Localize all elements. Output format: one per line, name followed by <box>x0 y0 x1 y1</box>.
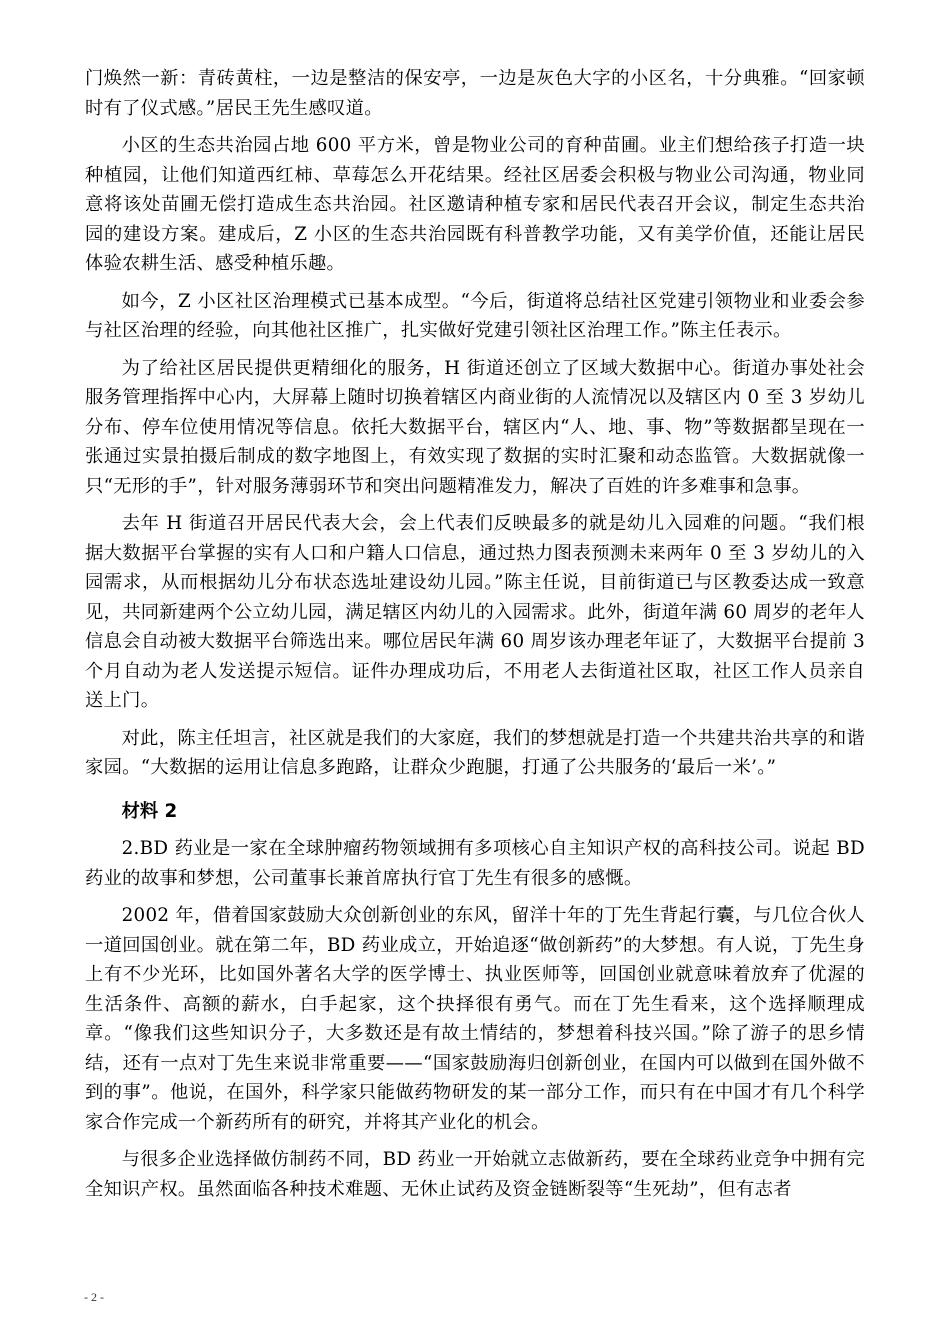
document-page <box>85 64 865 1212</box>
paragraph-9: 与很多企业选择做仿制药不同，BD 药业一开始就立志做新药，要在全球药业竞争中拥有完全知识产权。虽然面临各种技术难题、无休止试药及资金链断裂等“生死劫”，但有志者 <box>85 1149 865 1200</box>
paragraph-5: 去年 H 街道召开居民代表大会，会上代表们反映最多的就是幼儿入园难的问题。“我们根据大数据平台掌握的实有人口和户籍人口信息，通过热力图表预测未来两年 0 至 3 岁幼儿的入园需求，从而根据幼儿分布状态选址建设幼儿园。”陈主任说，目前街道已与区教委达成一致意见，共同新建两个公立幼儿园，满足辖区内幼儿的入园需求。此外，街道年满 60 周岁的老年人信息会自动被大数据平台筛选出来。哪位居民年满 60 周岁该办理老年证了，大数据平台提前 3 个月自动为老人发送提示短信。证件办理成功后，不用老人去街道社区取，社区工作人员亲自送上门。 <box>85 513 865 711</box>
paragraph-2: 小区的生态共治园占地 600 平方米，曾是物业公司的育种苗圃。业主们想给孩子打造一块种植园，让他们知道西红柿、草莓怎么开花结果。经社区居委会积极与物业公司沟通，物业同意将该处苗圃无偿打造成生态共治园。社区邀请种植专家和居民代表召开会议，制定生态共治园的建设方案。建成后，Z 小区的生态共治园既有科普教学功能，又有美学价值，还能让居民体验农耕生活、感受种植乐趣。 <box>85 135 865 274</box>
paragraph-7: 2.BD 药业是一家在全球肿瘤药物领域拥有多项核心自主知识产权的高科技公司。说起 BD 药业的故事和梦想，公司董事长兼首席执行官丁先生有很多的感慨。 <box>85 838 865 889</box>
paragraph-8: 2002 年，借着国家鼓励大众创新创业的东风，留洋十年的丁先生背起行囊，与几位合伙人一道回国创业。就在第二年，BD 药业成立，开始追逐“做创新药”的大梦想。有人说，丁先生身上有不少光环，比如国外著名大学的医学博士、执业医师等，回国创业就意味着放弃了优渥的生活条件、高额的薪水，白手起家，这个抉择很有勇气。而在丁先生看来，这个选择顺理成章。“像我们这些知识分子，大多数还是有故土情结的，梦想着科技兴国。”除了游子的思乡情结，还有一点对丁先生来说非常重要——“国家鼓励海归创新创业，在国内可以做到在国外做不到的事”。他说，在国外，科学家只能做药物研发的某一部分工作，而只有在中国才有几个科学家合作完成一个新药所有的研究，并将其产业化的机会。 <box>85 905 865 1133</box>
paragraph-6: 对此，陈主任坦言，社区就是我们的大家庭，我们的梦想就是打造一个共建共治共享的和谐家园。“大数据的运用让信息多跑路，让群众少跑腿，打通了公共服务的‘最后一米’。” <box>85 727 865 778</box>
paragraph-4: 为了给社区居民提供更精细化的服务，H 街道还创立了区域大数据中心。街道办事处社会服务管理指挥中心内，大屏幕上随时切换着辖区内商业街的人流情况以及辖区内 0 至 3 岁幼儿分布、停车位使用情况等信息。依托大数据平台，辖区内“人、地、事、物”等数据都呈现在一张通过实景拍摄后制成的数字地图上，有效实现了数据的实时汇聚和动态监管。大数据就像一只“无形的手”，针对服务薄弱环节和突出问题精准发力，解决了百姓的许多难事和急事。 <box>85 357 865 497</box>
page-number: - 2 - <box>84 1290 104 1304</box>
section-title-material-2: 材料 2 <box>121 800 178 822</box>
paragraph-1: 门焕然一新：青砖黄柱，一边是整洁的保安亭，一边是灰色大字的小区名，十分典雅。“回家顿时有了仪式感。”居民王先生感叹道。 <box>85 68 865 119</box>
paragraph-3: 如今，Z 小区社区治理模式已基本成型。“今后，街道将总结社区党建引领物业和业委会参与社区治理的经验，向其他社区推广，扎实做好党建引领社区治理工作。”陈主任表示。 <box>85 290 865 341</box>
